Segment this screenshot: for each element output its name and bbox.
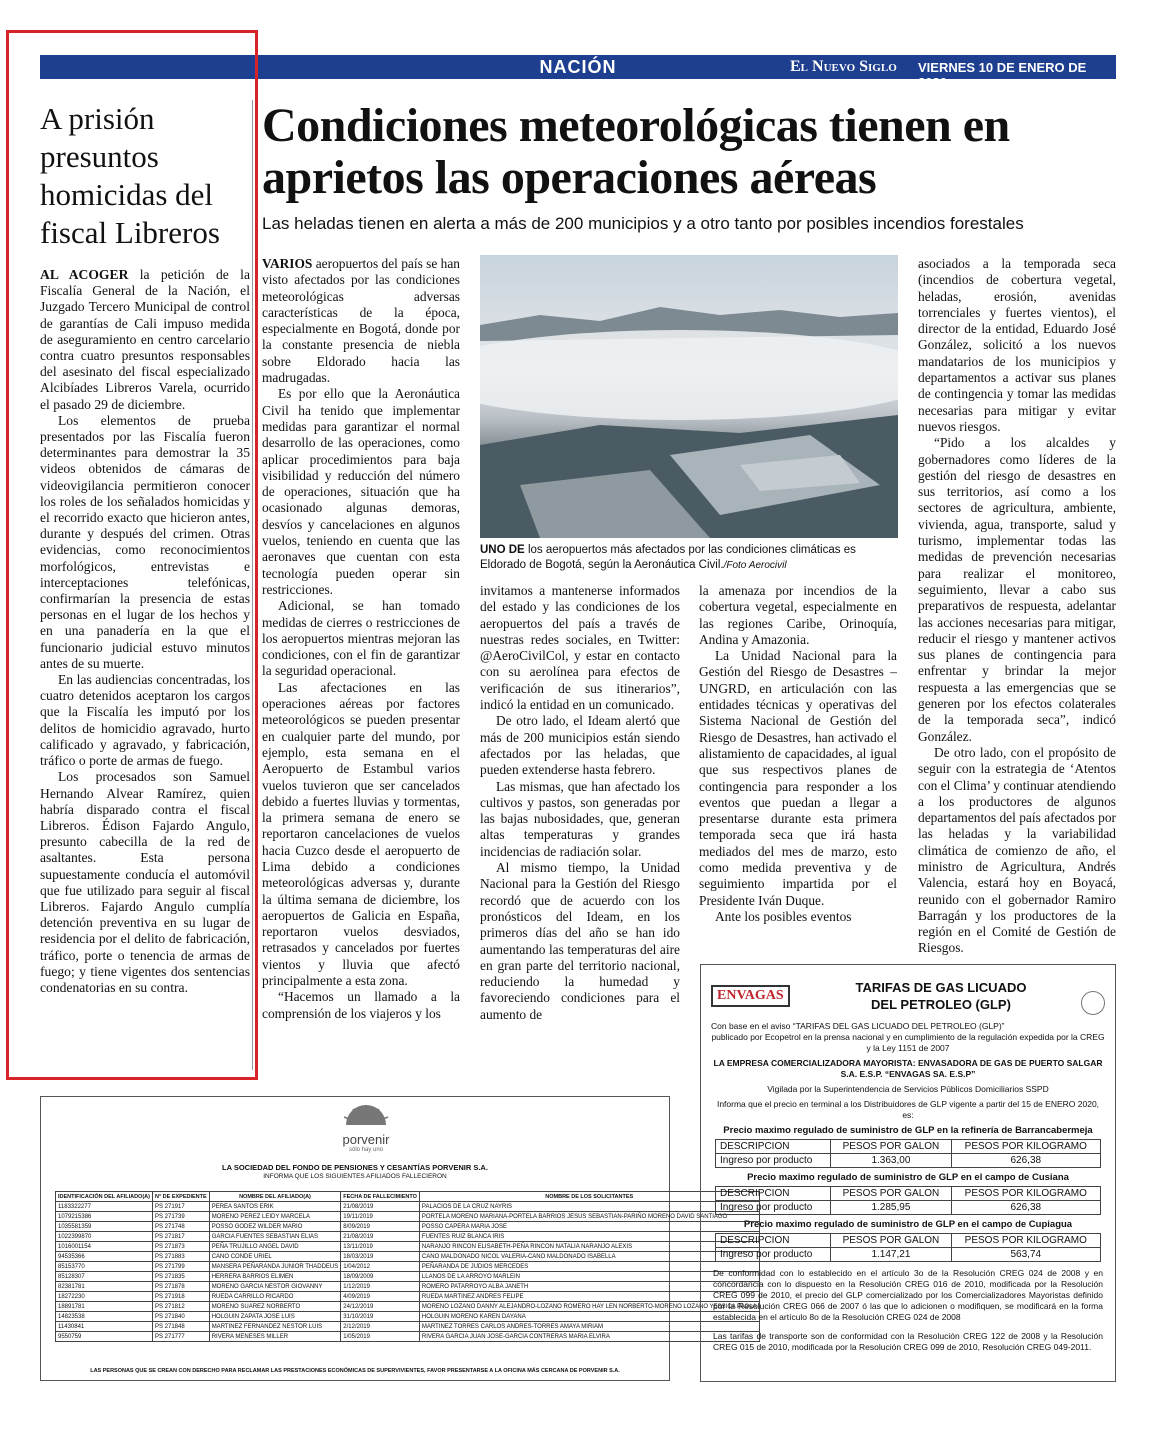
article-column-2 — [480, 583, 680, 1023]
article-paragraph: la amenaza por incendios de la cobertura vegetal, especialmente en las regiones Caribe, Orinoquía, Andina y Amazonia. — [699, 583, 897, 647]
article-paragraph: Adicional, se han tomado medidas de cierres o restricciones de los aeropuertos mientras mejoran las condiciones, con el fin de garantizar la seguridad operacional. — [262, 598, 460, 679]
table-header: DESCRIPCION — [716, 1187, 831, 1201]
table-header: N° DE EXPEDIENTE — [152, 1192, 209, 1202]
table-cell: 21/08/2019 — [341, 1232, 420, 1242]
row-label: Ingreso por producto — [716, 1201, 831, 1215]
table-cell: 85153770 — [56, 1262, 153, 1272]
table-cell: PEREA SANTOS ERIK — [209, 1202, 341, 1212]
table-cell: MORENO GARCIA NESTOR GIOVANNY — [209, 1282, 341, 1292]
sidebar-paragraph: Los elementos de prueba presentados por las Fiscalía fueron determinantes para demostrar la 35 videos obtenidos de cámaras de videovigilancia permitieron conocer los roles de los señalados homicidas y el recorrido exacto que hicieron antes, durante y después del crimen. Otras evidencias, como reconocimientos morfológicos, entrevistas e interceptaciones telefónicas, confirmarían la presencia de estas personas en el lugar de los hechos y en una panadería en la que el funcionario judicial estuvo minutos antes de su muerte. — [40, 412, 250, 671]
table-cell: MORENO LOZANO DANNY ALEJANDRO-LOZANO ROMERO HAY LEN NORBERTO-MORENO LOZANO YESSICA PAOLA — [419, 1302, 759, 1312]
table-cell: 1079215386 — [56, 1212, 153, 1222]
price-kilo: 626,38 — [951, 1201, 1100, 1215]
table-header: IDENTIFICACIÓN DEL AFILIADO(A) — [56, 1192, 153, 1202]
envagas-title — [841, 979, 1041, 1013]
table-cell: NARANJO RINCON ELISABETH-PEÑA RINCON NATALIA NARANJO ALEXIS — [419, 1242, 759, 1252]
table-body — [56, 1202, 760, 1342]
price-table — [715, 1139, 1101, 1168]
sidebar-paragraph: la petición de la Fiscalía General de la Nación, el Juzgado Tercero Municipal de control de garantías de Cali impuso medida de aseguramiento en centro carcelario contra cuatro presuntos responsables del asesinato del fiscal especializado Alcibíades Libreros Varela, ocurrido el pasado 29 de diciembre. — [40, 267, 250, 412]
table-header: PESOS POR KILOGRAMO — [951, 1140, 1100, 1154]
table-cell: 2/12/2019 — [341, 1322, 420, 1332]
table-cell: 19/11/2019 — [341, 1212, 420, 1222]
table-cell: POSSO GODEZ WILDER MARIO — [209, 1222, 341, 1232]
article-column-4 — [918, 256, 1116, 957]
article-paragraph: De otro lado, el Ideam alertó que más de 200 municipios están siendo afectados por las heladas, que pueden extenderse hasta febrero. — [480, 713, 680, 778]
article-paragraph: Al mismo tiempo, la Unidad Nacional para la Gestión del Riesgo recordó que de acuerdo con los pronósticos del Ideam, en los primeros días del año se han ido aumentando las temperaturas del aire en gran parte del territorio nacional, reduciendo la humedad y favoreciendo condiciones para el aumento de — [480, 860, 680, 1022]
table-row — [56, 1272, 760, 1282]
table-cell: 1016001154 — [56, 1242, 153, 1252]
porvenir-subtitle: INFORMA QUE LOS SIGUIENTES AFILIADOS FALLECIERON — [263, 1173, 447, 1180]
table-header: DESCRIPCION — [716, 1234, 831, 1248]
table-row — [56, 1312, 760, 1322]
article-paragraph: Las mismas, que han afectado los cultivos y pastos, son generadas por las bajas nubosidades, que, generan altas temperaturas y grandes incidencias de radiación solar. — [480, 778, 680, 859]
envagas-logo: ENVAGAS — [711, 985, 790, 1007]
table-header: NOMBRE DEL AFILIADO(A) — [209, 1192, 341, 1202]
table-row — [56, 1262, 760, 1272]
table-cell: PS 271748 — [152, 1222, 209, 1232]
page-number: 9B — [1130, 56, 1156, 78]
article-paragraph: Ante los posibles eventos — [715, 908, 852, 924]
table-header: DESCRIPCION — [716, 1140, 831, 1154]
article-paragraph: De otro lado, con el propósito de seguir con la estrategia de ‘Atentos con el Clima’ y continuar atendiendo a los productores de algunos departamentos del país afectados por las heladas y la variabilidad climática de comienzo de año, el ministro de Agricultura, Andrés Valencia, estará hoy en Boyacá, reunido con el gobernador Ramiro Barragán y los productores de la región en el Comité de Gestión de Riesgos. — [918, 744, 1116, 956]
table-cell: 14823538 — [56, 1312, 153, 1322]
envagas-content — [701, 1021, 1115, 1353]
article-paragraph: Las afectaciones en las operaciones aéreas por factores meteorológicos se pueden presentar en cualquier parte del mundo, por ejemplo, esta semana en el Aeropuerto de Estambul varios vuelos tuvieron que ser cancelados debido a fuertes lluvias y tormentas, la primera semana de enero se reportaron cancelaciones de vuelos hacia Cuzco desde el aeropuerto de Lima debido a condiciones meteorológicas adversas y, durante la última semana de diciembre, los aeropuertos de Galicia en España, reportaron vuelos desviados, retrasados y cancelados por fuertes vientos y lluvia que afectó principalmente a esta zona. — [262, 679, 460, 989]
price-kilo: 626,38 — [951, 1154, 1100, 1168]
sidebar-title: A prisión presuntos homicidas del fiscal Libreros — [40, 101, 220, 250]
article-paragraph: Es por ello que la Aeronáutica Civil ha tenido que implementar medidas para garantizar el normal desarrollo de las operaciones, como aplicar procedimientos para baja visibilidad y reducción del número de operaciones, situación que ha ocasionado algunas demoras, desvíos y cancelaciones en algunos vuelos, teniendo en cuenta que las aeronaves que cuentan con esta tecnología pueden operar sin restricciones. — [262, 386, 460, 597]
article-subhead: Las heladas tienen en alerta a más de 200 municipios y a otro tanto por posibles incendios forestales — [262, 214, 1024, 233]
table-cell: RUEDA MARTINEZ ANDRES FELIPE — [419, 1292, 759, 1302]
table-header: FECHA DE FALLECIMIENTO — [341, 1192, 420, 1202]
sidebar-lead: AL ACOGER — [40, 267, 129, 282]
table-cell: PS 271878 — [152, 1282, 209, 1292]
price-galon: 1.147,21 — [831, 1248, 951, 1262]
table-cell: PS 271917 — [152, 1202, 209, 1212]
table-row — [56, 1292, 760, 1302]
table-cell: CANO CONDE URIEL — [209, 1252, 341, 1262]
price-galon: 1.363,00 — [831, 1154, 951, 1168]
table-cell: FUENTES RUIZ BLANCA IRIS — [419, 1232, 759, 1242]
table-cell: 1/05/2019 — [341, 1332, 420, 1342]
table-cell: RIVERA MENESES MILLER — [209, 1332, 341, 1342]
table-cell: 21/08/2019 — [341, 1202, 420, 1212]
table-cell: 18/09/2009 — [341, 1272, 420, 1282]
table-cell: PEÑA TRUJILLO ANGEL DAVID — [209, 1242, 341, 1252]
article-headline: Condiciones meteorológicas tienen en aprietos las operaciones aéreas — [262, 99, 1010, 204]
envagas-note: De conformidad con lo establecido en el artículo 3o de la Resolución CREG 024 de 2008 y en concordancia con lo dispuesto en la Resolución CREG 016 de 2010, modificada por la Resolución CREG 099 de 2010, el precio del GLP comercializado por los Comercializadores Mayoristas definido por la Resolución CREG 066 de 2007 ó las que lo adicionen o modifiquen, se modificará en la forma establecida en el artículo 8o de la Resolución CREG 024 de 2008 — [713, 1268, 1103, 1322]
photo-caption — [480, 543, 898, 573]
price-kilo: 563,74 — [951, 1248, 1100, 1262]
table-cell: 1035581359 — [56, 1222, 153, 1232]
table-cell: 94535366 — [56, 1252, 153, 1262]
table-cell: 18/03/2019 — [341, 1252, 420, 1262]
table-header: PESOS POR KILOGRAMO — [951, 1234, 1100, 1248]
table-cell: 1/04/2012 — [341, 1262, 420, 1272]
table-cell: MARTINEZ FERNANDEZ NESTOR LUIS — [209, 1322, 341, 1332]
table-cell: MARTINEZ TORRES CARLOS ANDRES-TORRES AMAYA MIRIAM — [419, 1322, 759, 1332]
table-cell: 85128307 — [56, 1272, 153, 1282]
table-cell: PS 271835 — [152, 1272, 209, 1282]
table-cell: MORENO PEREZ LEIDY MARCELA — [209, 1212, 341, 1222]
table-cell: GARCIA FUENTES SEBASTIAN ELIAS — [209, 1232, 341, 1242]
table-cell: 24/12/2019 — [341, 1302, 420, 1312]
table-header: PESOS POR GALON — [831, 1140, 951, 1154]
table-cell: ROMERO PATARROYO ALBA JANETH — [419, 1282, 759, 1292]
table-cell: 18272230 — [56, 1292, 153, 1302]
row-label: Ingreso por producto — [716, 1154, 831, 1168]
porvenir-logo — [331, 1105, 401, 1153]
sidebar-paragraph: Los procesados son Samuel Hernando Alvear Ramírez, quien habría disparado contra el fiscal Libreros. Édison Fajardo Angulo, presunto cabecilla de la red de asaltantes. Esta persona supuestamente conducía el automóvil que fue utilizado para seguir al fiscal Libreros. Fajardo Angulo cumplía detención preventiva en su lugar de residencia por el delito de fabricación, tráfico, porte o tenencia de armas de fuego; y tiene vigentes dos sentencias condenatorias en su contra. — [40, 769, 250, 995]
price-galon: 1.285,95 — [831, 1201, 951, 1215]
envagas-intro: publicado por Ecopetrol en la prensa nacional y en cumplimiento de la regulación expedida por la CREG y la Ley 1151 de 2007 — [711, 1032, 1105, 1053]
envagas-intro: Con base en el aviso “TARIFAS DEL GAS LICUADO DEL PETROLEO (GLP)” — [711, 1021, 1005, 1031]
table-cell: 9550759 — [56, 1332, 153, 1342]
table-row — [56, 1332, 760, 1342]
envagas-company: LA EMPRESA COMERCIALIZADORA MAYORISTA: ENVASADORA DE GAS DE PUERTO SALGAR S.A. E.S.P. “ENVAGAS SA. E.S.P” — [713, 1058, 1103, 1079]
porvenir-footer: LAS PERSONAS QUE SE CREAN CON DERECHO PARA RECLAMAR LAS PRESTACIONES ECONÓMICAS DE SUPERVIVIENTES, FAVOR PRESENTARSE A LA OFICINA MÁS CERCANA DE PORVENIR S.A. — [90, 1368, 620, 1374]
table-cell: 31/10/2019 — [341, 1312, 420, 1322]
table-row — [56, 1232, 760, 1242]
sidebar-paragraph: En las audiencias concentradas, los cuatro detenidos aceptaron los cargos que la Fiscalía les imputó por los delitos de homicidio agravado, hurto calificado y agravado, y fabricación, tráfico o porte de armas de fuego. — [40, 672, 250, 769]
table-header: PESOS POR GALON — [831, 1234, 951, 1248]
table-cell: PEÑARANDA DE JUDIOS MERCEDES — [419, 1262, 759, 1272]
table-cell: 82381781 — [56, 1282, 153, 1292]
table-header: PESOS POR GALON — [831, 1187, 951, 1201]
caption-credit: /Foto Aerocivil — [723, 560, 787, 571]
table-cell: HOLGUIN ZAPATA JOSE LUIS — [209, 1312, 341, 1322]
envagas-title-line-1: TARIFAS DE GAS LICUADO — [855, 980, 1027, 995]
table-cell: 8/09/2019 — [341, 1222, 420, 1232]
article-lead: VARIOS — [262, 256, 313, 271]
table-cell: PS 271883 — [152, 1252, 209, 1262]
table-cell: 13/11/2019 — [341, 1242, 420, 1252]
table-cell: MANSERA PEÑARANDA JUNIOR THADDEUS — [209, 1262, 341, 1272]
table-cell: RIVERA GARCIA JUAN JOSE-GARCIA CONTRERAS MARIA ELVIRA — [419, 1332, 759, 1342]
issue-date: VIERNES 10 DE ENERO DE 2020 — [918, 60, 1087, 90]
sun-icon — [341, 1105, 391, 1127]
table-row — [56, 1222, 760, 1232]
table-cell: HOLGUIN MORENO KAREN DAYANA — [419, 1312, 759, 1322]
caption-text: los aeropuertos más afectados por las condiciones climáticas es Eldorado de Bogotá, según la Aeronáutica Civil. — [480, 544, 856, 571]
table-cell: PORTELA MORENO MARIANA-PORTELA BARRIOS JESUS SEBASTIAN-PARIÑO MORENO DAVID SANTIAGO — [419, 1212, 759, 1222]
table-cell: PS 271873 — [152, 1242, 209, 1252]
table-row — [56, 1212, 760, 1222]
table-cell: MORENO SUAREZ NORBERTO — [209, 1302, 341, 1312]
envagas-vigilada: Vigilada por la Superintendencia de Servicios Públicos Domiciliarios SSPD — [767, 1084, 1049, 1094]
envagas-informa: Informa que el precio en terminal a los Distribuidores de GLP vigente a partir del 15 de ENERO 2020, es: — [716, 1099, 1100, 1120]
article-paragraph: invitamos a mantenerse informados del estado y las condiciones de los aeropuertos del país a través de nuestras redes sociales, en Twitter: @AeroCivilCol, y estar en contacto con su aerolínea para efectos de verificación de sus itinerarios”, indicó la entidad en un comunicado. — [480, 583, 680, 713]
article-column-1 — [262, 256, 460, 1022]
price-section-title: Precio maximo regulado de suministro de GLP en el campo de Cusiana — [747, 1172, 1069, 1183]
sidebar-body — [40, 267, 250, 996]
caption-lead: UNO DE — [480, 544, 525, 556]
table-cell: 1/12/2019 — [341, 1282, 420, 1292]
table-cell: RUEDA CARRILLO RICARDO — [209, 1292, 341, 1302]
table-cell: 18891781 — [56, 1302, 153, 1312]
deceased-table — [55, 1191, 760, 1342]
article-paragraph: asociados a la temporada seca (incendios de cobertura vegetal, heladas, erosión, avenidas torrenciales y fuertes vientos), el director de la entidad, Eduardo José González, solicitó a los nuevos mandatarios de los municipios y departamentos a activar sus planes de contingencia y tomar las medidas necesarias para mitigar y evitar nuevos riesgos. — [918, 256, 1116, 434]
porvenir-title: LA SOCIEDAD DEL FONDO DE PENSIONES Y CESANTÍAS PORVENIR S.A. — [222, 1163, 488, 1172]
table-cell: CANO MALDONADO NICOL VALERIA-CANO MALDONADO ISABELLA — [419, 1252, 759, 1262]
table-header: NOMBRE DE LOS SOLICITANTES — [419, 1192, 759, 1202]
porvenir-tagline: sólo hay uno — [348, 1147, 384, 1153]
table-row — [56, 1322, 760, 1332]
table-cell: PS 271799 — [152, 1262, 209, 1272]
table-row — [56, 1202, 760, 1212]
newspaper-name: El Nuevo Siglo — [790, 58, 897, 75]
price-table — [715, 1186, 1101, 1215]
table-cell: PALACIOS DE LA CRUZ NAYRIS — [419, 1202, 759, 1212]
table-cell: PS 271777 — [152, 1332, 209, 1342]
table-cell: LLANOS DE LA ARROYO MARLEIN — [419, 1272, 759, 1282]
row-label: Ingreso por producto — [716, 1248, 831, 1262]
table-cell: 1022399870 — [56, 1232, 153, 1242]
table-cell: PS 271848 — [152, 1322, 209, 1332]
porvenir-brand: porvenir — [342, 1132, 390, 1147]
table-cell: PS 271817 — [152, 1232, 209, 1242]
envagas-note: Las tarifas de transporte son de conformidad con la Resolución CREG 122 de 2008 y la Resolución CREG 015 de 2010, modificada por la Resolución CREG 099 de 2010, Resolución CREG 049-2011. — [713, 1331, 1103, 1352]
table-cell: PS 271812 — [152, 1302, 209, 1312]
seal-icon — [1081, 991, 1105, 1015]
price-table — [715, 1233, 1101, 1262]
section-name: NACIÓN — [539, 57, 617, 77]
table-row — [56, 1282, 760, 1292]
price-section-title: Precio maximo regulado de suministro de GLP en la refinería de Barrancabermeja — [723, 1125, 1093, 1136]
table-cell: PS 271918 — [152, 1292, 209, 1302]
table-header: PESOS POR KILOGRAMO — [951, 1187, 1100, 1201]
table-cell: 11430841 — [56, 1322, 153, 1332]
table-cell: PS 271739 — [152, 1212, 209, 1222]
table-row — [56, 1302, 760, 1312]
envagas-notice — [700, 964, 1116, 1382]
price-section-title: Precio maximo regulado de suministro de GLP en el campo de Cupiagua — [743, 1219, 1073, 1230]
table-cell: 4/09/2019 — [341, 1292, 420, 1302]
article-paragraph: La Unidad Nacional para la Gestión del Riesgo de Desastres – UNGRD, en articulación con las entidades técnicas y operativas del Sistema Nacional de Gestión del Riesgo de Desastres, han activado el alistamiento de capacidades, al igual que sus respectivos planes de contingencia para responder a los eventos que puedan a llegar a presentarse durante esta primera temporada seca que irá hasta mediados del mes de marzo, esto como medida preventiva y de seguimiento impartida por el Presidente Iván Duque. — [699, 648, 897, 908]
article-paragraph: “Hacemos un llamado a la comprensión de los viajeros y los — [262, 989, 460, 1021]
airport-fog-photo — [480, 255, 898, 538]
photo-illustration — [480, 255, 898, 538]
table-cell: 1183322277 — [56, 1202, 153, 1212]
column-divider — [252, 100, 253, 1070]
article-paragraph: “Pido a los alcaldes y gobernadores como líderes de la gestión del riesgo de desastres en sus territorios, así como a los sectores de agricultura, ambiente, vivienda, agua, transporte, salud y turismo, implementar todas las medidas de prevención necesarias para realizar el monitoreo, seguimiento, llevar a cabo sus preparativos de respuesta, adelantar las acciones necesarias para mitigar, reducir el riesgo y mantener activos sus planes de contingencia para enfrentar y brindar la mejor respuesta a las emergencias que se generen por los efectos colaterales de la temporada seca”, indicó González. — [918, 435, 1116, 744]
table-row — [56, 1252, 760, 1262]
table-cell: HERRERA BARRIOS ELIMEN — [209, 1272, 341, 1282]
article-column-3 — [699, 583, 897, 925]
table-cell: PS 271840 — [152, 1312, 209, 1322]
table-cell: POSSO CAPERA MARIA JOSE — [419, 1222, 759, 1232]
table-row — [56, 1242, 760, 1252]
article-paragraph: aeropuertos del país se han visto afectados por las condiciones meteorológicas adversas características de la época, especialmente en Bogotá, donde por la constante presencia de niebla sobre Eldorado hacia las madrugadas. — [262, 256, 460, 386]
envagas-title-line-2: DEL PETROLEO (GLP) — [871, 997, 1011, 1012]
